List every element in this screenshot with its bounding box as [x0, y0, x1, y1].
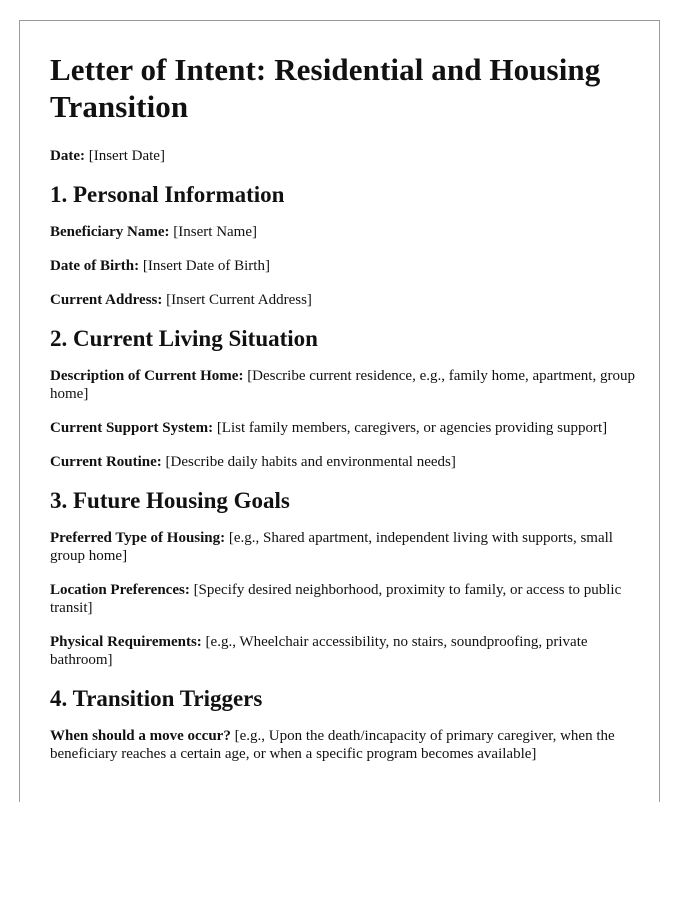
field-physical-requirements [50, 633, 640, 669]
field-label: Beneficiary Name: [50, 224, 170, 240]
field-label: Description of Current Home: [50, 368, 244, 384]
field-value: [Insert Current Address] [166, 292, 312, 308]
field-label: Date of Birth: [50, 258, 140, 274]
section-future-housing-goals [50, 487, 640, 669]
field-preferred-type-of-housing [50, 529, 640, 565]
field-value: [e.g., Wheelchair accessibility, no stairs, soundproofing, private bathroom] [50, 634, 588, 668]
field-label: Current Address: [50, 292, 163, 308]
field-value: [Describe current residence, e.g., family home, apartment, group home] [50, 368, 635, 402]
field-when-should-a-move-occur [50, 727, 640, 763]
field-location-preferences [50, 581, 640, 617]
field-description-of-current-home [50, 367, 640, 403]
field-label: Location Preferences: [50, 582, 190, 598]
field-value: [Specify desired neighborhood, proximity to family, or access to public transit] [50, 582, 622, 616]
date-label: Date: [50, 148, 85, 164]
field-label: Current Support System: [50, 420, 214, 436]
date-field [50, 147, 640, 165]
section-heading: 3. Future Housing Goals [50, 488, 290, 513]
section-heading: 4. Transition Triggers [50, 686, 263, 711]
section-transition-triggers [50, 685, 640, 763]
field-value: [Insert Name] [173, 224, 258, 240]
section-current-living-situation [50, 325, 640, 471]
document-title: Letter of Intent: Residential and Housing Transition [50, 52, 601, 124]
field-label: Physical Requirements: [50, 634, 202, 650]
field-label: Preferred Type of Housing: [50, 530, 226, 546]
field-current-address [50, 291, 640, 309]
date-value: [Insert Date] [88, 148, 165, 164]
section-personal-information [50, 181, 640, 309]
document-content [50, 51, 640, 779]
field-current-support-system [50, 419, 640, 437]
field-value: [e.g., Upon the death/incapacity of primary caregiver, when the beneficiary reaches a certain age, or when a specific program becomes available] [50, 728, 615, 762]
field-value: [List family members, caregivers, or agencies providing support] [216, 420, 608, 436]
section-heading: 1. Personal Information [50, 182, 285, 207]
field-label: When should a move occur? [50, 728, 231, 744]
field-value: [Insert Date of Birth] [142, 258, 270, 274]
field-value: [Describe daily habits and environmental needs] [165, 454, 456, 470]
section-heading: 2. Current Living Situation [50, 326, 318, 351]
field-date-of-birth [50, 257, 640, 275]
field-beneficiary-name [50, 223, 640, 241]
field-label: Current Routine: [50, 454, 162, 470]
document-page [19, 20, 660, 802]
field-current-routine [50, 453, 640, 471]
field-value: [e.g., Shared apartment, independent living with supports, small group home] [50, 530, 613, 564]
